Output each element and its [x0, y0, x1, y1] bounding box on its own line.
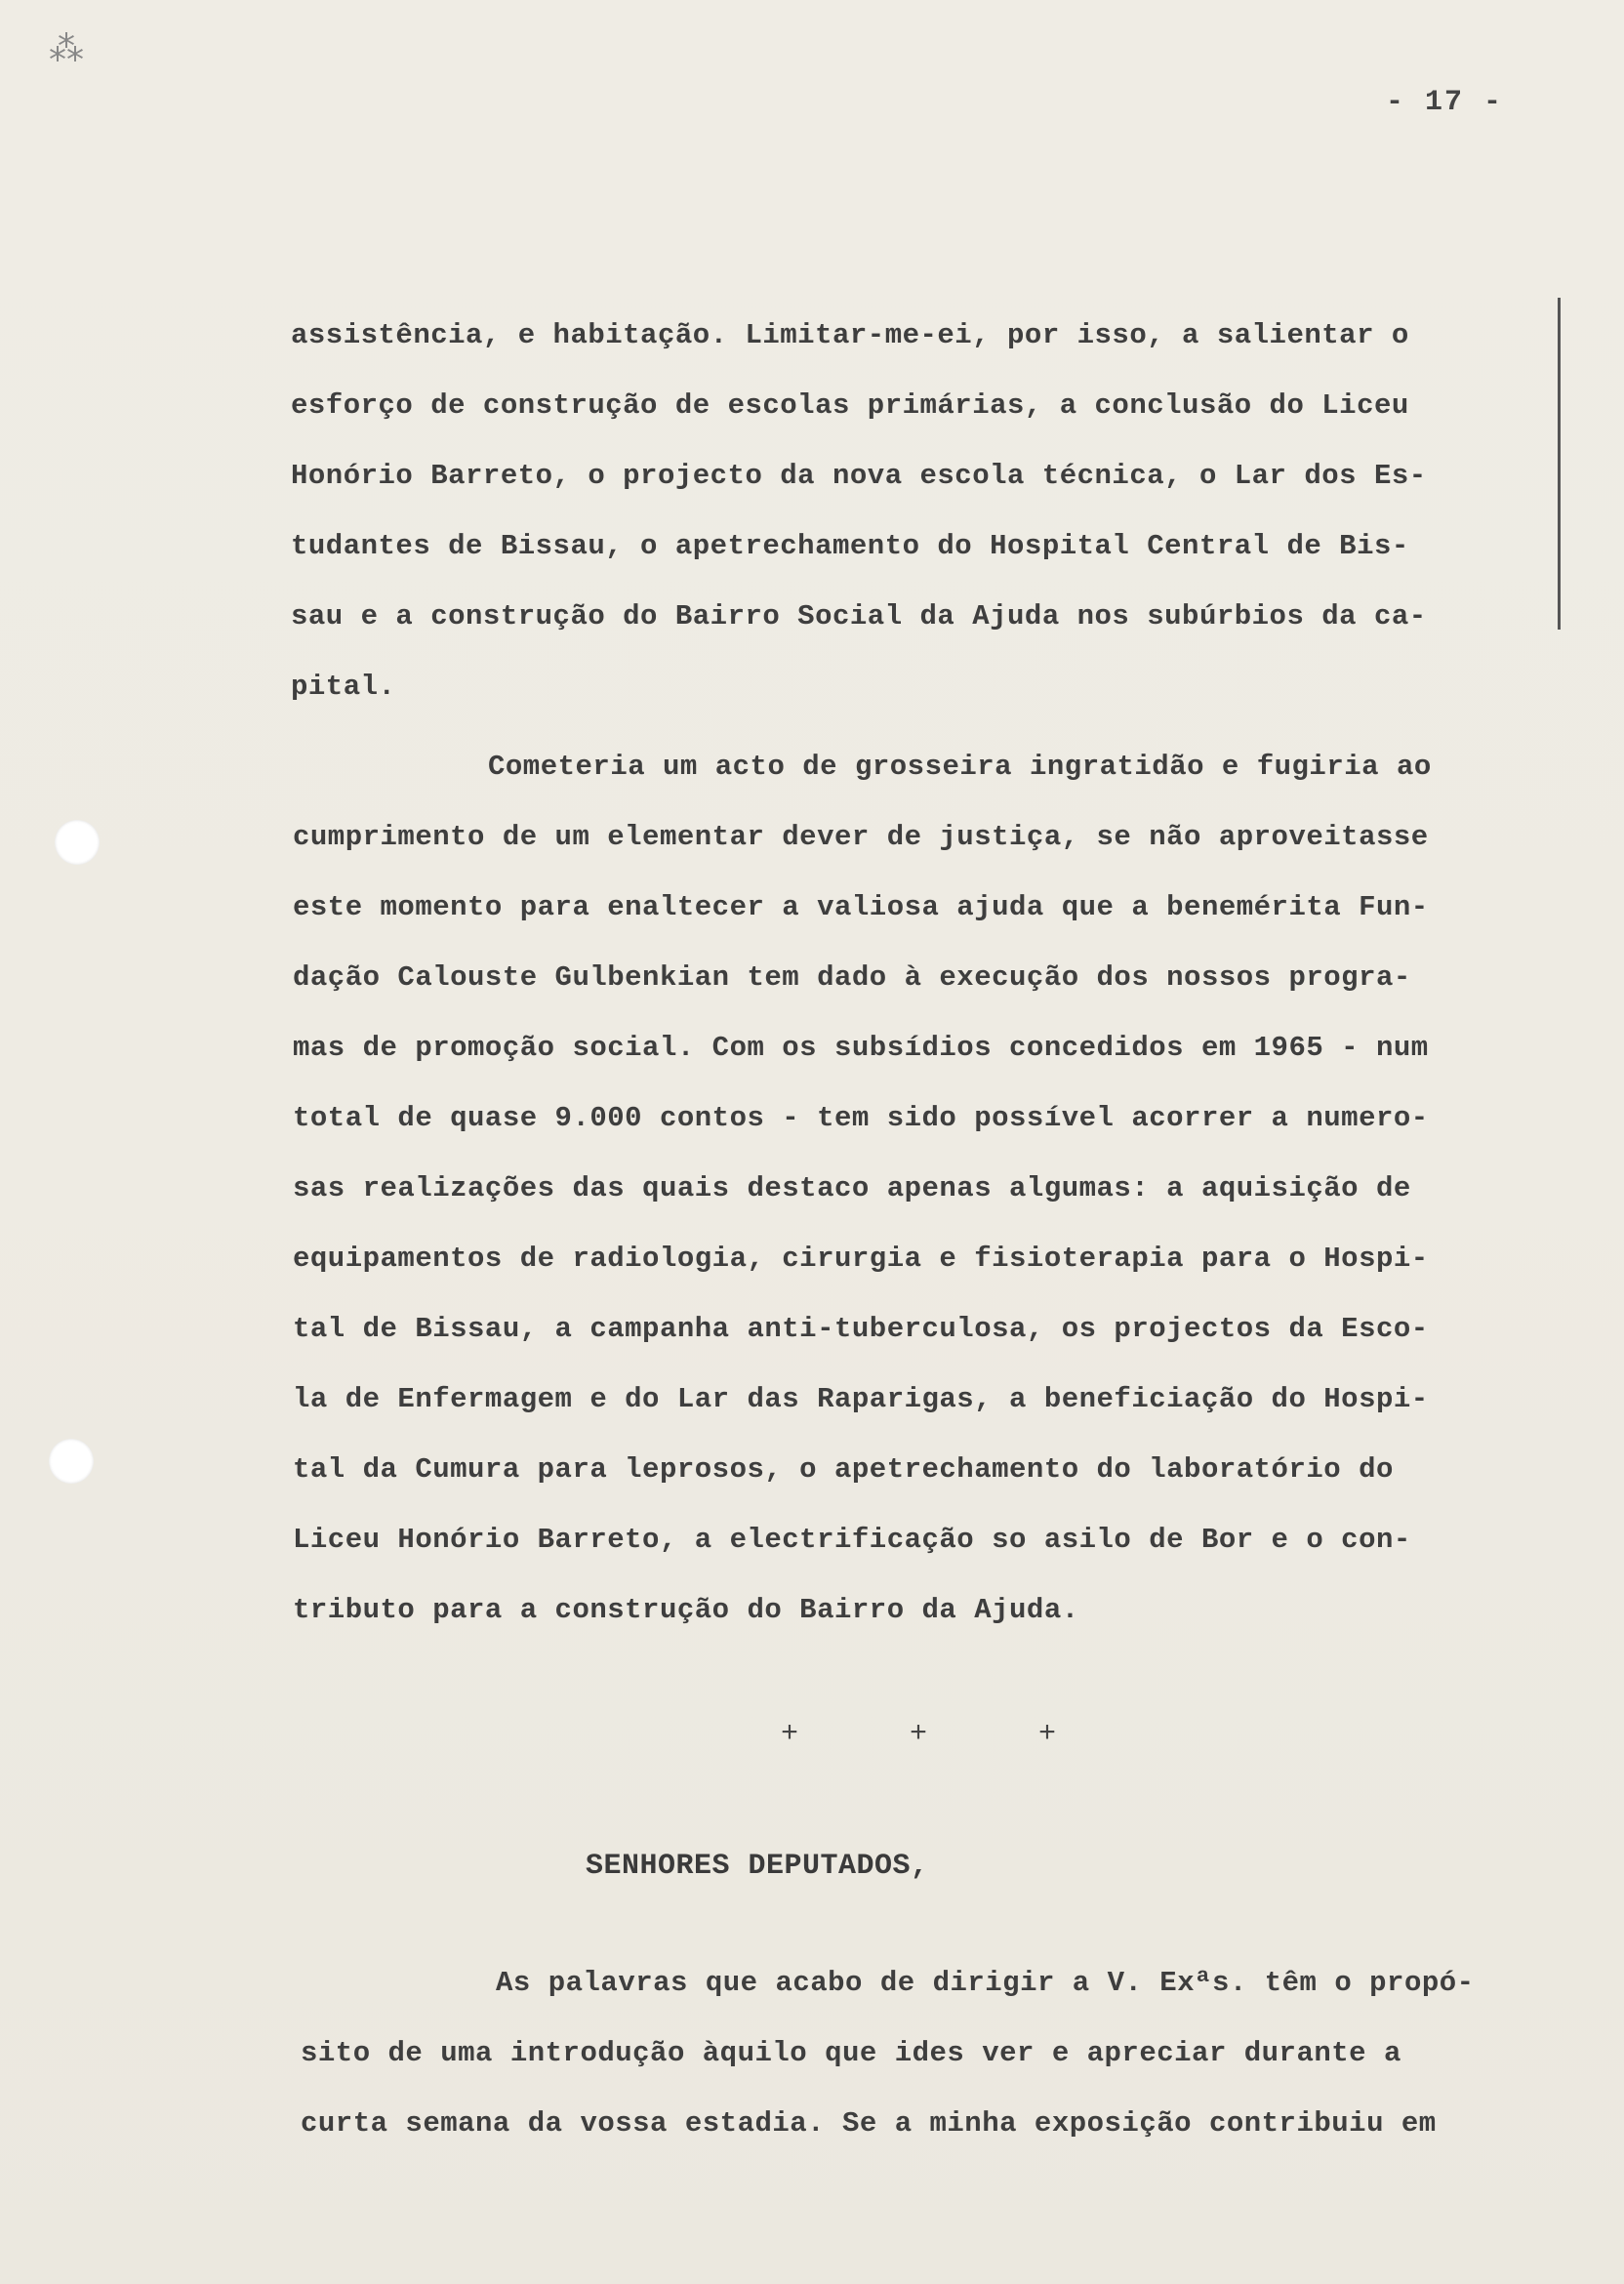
text-line: sau e a construção do Bairro Social da Ajuda nos subúrbios da ca- — [291, 600, 1427, 632]
page-number: - 17 - — [1386, 86, 1504, 119]
text-line: esforço de construção de escolas primárias, a conclusão do Liceu — [291, 389, 1409, 422]
text-line: este momento para enaltecer a valiosa ajuda que a benemérita Fun- — [293, 891, 1429, 923]
text-line: As palavras que acabo de dirigir a V. Exªs. têm o propó- — [496, 1967, 1475, 1999]
text-line: la de Enfermagem e do Lar das Raparigas, a beneficiação do Hospi- — [293, 1383, 1429, 1415]
text-line: tal da Cumura para leprosos, o apetrechamento do laboratório do — [293, 1453, 1394, 1486]
text-line: curta semana da vossa estadia. Se a minha exposição contribuiu em — [301, 2107, 1437, 2140]
section-heading: SENHORES DEPUTADOS, — [586, 1850, 929, 1883]
text-line: Honório Barreto, o projecto da nova escola técnica, o Lar dos Es- — [291, 460, 1427, 492]
stain-mark-icon: ⁂ — [49, 31, 84, 71]
text-line: sas realizações das quais destaco apenas algumas: a aquisição de — [293, 1172, 1411, 1204]
text-line: Liceu Honório Barreto, a electrificação so asilo de Bor e o con- — [293, 1524, 1411, 1556]
paragraph-1 — [291, 301, 1560, 722]
text-line: dação Calouste Gulbenkian tem dado à execução dos nossos progra- — [293, 961, 1411, 994]
text-line: mas de promoção social. Com os subsídios concedidos em 1965 - num — [293, 1032, 1429, 1064]
text-line: tal de Bissau, a campanha anti-tuberculosa, os projectos da Esco- — [293, 1313, 1429, 1345]
text-line: pital. — [291, 671, 396, 703]
punch-hole-icon — [55, 820, 100, 865]
paragraph-2 — [293, 732, 1562, 1646]
text-line: equipamentos de radiologia, cirurgia e fisioterapia para o Hospi- — [293, 1243, 1429, 1275]
text-line: total de quase 9.000 contos - tem sido possível acorrer a numero- — [293, 1102, 1429, 1134]
text-line: tributo para a construção do Bairro da Ajuda. — [293, 1594, 1079, 1626]
text-line: sito de uma introdução àquilo que ides ver e apreciar durante a — [301, 2037, 1401, 2069]
paragraph-3 — [301, 1948, 1569, 2159]
punch-hole-icon — [49, 1439, 94, 1484]
text-line: Cometeria um acto de grosseira ingratidão e fugiria ao — [488, 751, 1432, 783]
text-line: tudantes de Bissau, o apetrechamento do Hospital Central de Bis- — [291, 530, 1409, 562]
section-ornament: + + + — [781, 1718, 1104, 1751]
text-line: assistência, e habitação. Limitar-me-ei, por isso, a salientar o — [291, 319, 1409, 351]
text-line: cumprimento de um elementar dever de justiça, se não aproveitasse — [293, 821, 1429, 853]
